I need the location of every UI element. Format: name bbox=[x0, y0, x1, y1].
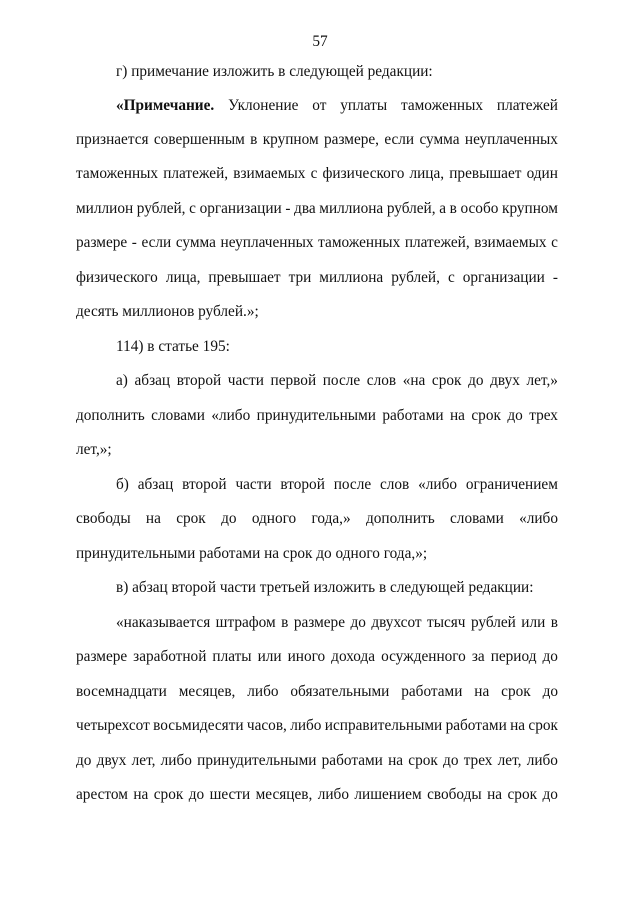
word: исправительными bbox=[324, 717, 443, 734]
text-line bbox=[76, 268, 558, 288]
word: после bbox=[322, 372, 361, 389]
word: лишением bbox=[354, 786, 422, 803]
word: на bbox=[388, 752, 404, 769]
word: на bbox=[487, 786, 503, 803]
word: - bbox=[285, 200, 291, 217]
word: таможенных bbox=[76, 165, 159, 182]
word: один bbox=[526, 165, 558, 182]
word: «наказывается bbox=[116, 614, 211, 631]
text-line: принудительными работами на срок до одного года,»; bbox=[76, 545, 428, 562]
word: дохода bbox=[331, 648, 376, 665]
word: лица, bbox=[409, 165, 445, 182]
word: превышает bbox=[208, 269, 281, 286]
word: второй bbox=[176, 372, 222, 389]
word: срок bbox=[471, 407, 501, 424]
word: обязательными bbox=[290, 683, 390, 700]
word: двухсот bbox=[371, 614, 422, 631]
word: либо bbox=[290, 717, 322, 734]
word: двух bbox=[96, 752, 127, 769]
word: или bbox=[521, 614, 546, 631]
text-line: 114) в статье 195: bbox=[116, 338, 230, 355]
word: свободы bbox=[76, 510, 131, 527]
word: абзац bbox=[134, 372, 171, 389]
text-line bbox=[76, 716, 558, 736]
word: части bbox=[227, 372, 264, 389]
word: рублей, bbox=[386, 200, 436, 217]
word: срок bbox=[528, 717, 558, 734]
word: второй bbox=[280, 476, 325, 493]
word: «либо bbox=[418, 476, 458, 493]
word: три bbox=[288, 269, 312, 286]
word: слов bbox=[366, 372, 397, 389]
word: если bbox=[141, 234, 172, 251]
word: размере bbox=[293, 614, 345, 631]
word: организации bbox=[199, 200, 282, 217]
word: словами bbox=[450, 510, 504, 527]
word: дополнить bbox=[76, 407, 145, 424]
word: одного bbox=[251, 510, 297, 527]
word: лет,» bbox=[526, 372, 558, 389]
word: до bbox=[221, 510, 237, 527]
word: с bbox=[310, 165, 318, 182]
page-number: 57 bbox=[312, 33, 328, 50]
word: до bbox=[542, 683, 558, 700]
word: если bbox=[384, 131, 415, 148]
text-line bbox=[76, 130, 558, 150]
word: в bbox=[250, 131, 258, 148]
word: после bbox=[333, 476, 372, 493]
word: срок bbox=[176, 510, 206, 527]
word: абзац bbox=[137, 476, 174, 493]
word: либо bbox=[247, 683, 279, 700]
word: работами bbox=[321, 752, 383, 769]
word: штрафом bbox=[215, 614, 276, 631]
word: а) bbox=[116, 372, 128, 389]
word: часов, bbox=[246, 717, 287, 734]
word: платежей, bbox=[163, 165, 229, 182]
word: принудительными bbox=[256, 407, 376, 424]
word: сумма bbox=[419, 131, 460, 148]
text-line: десять миллионов рублей.»; bbox=[76, 303, 259, 320]
word: до bbox=[76, 752, 92, 769]
word: миллиона bbox=[319, 200, 384, 217]
word: либо bbox=[526, 752, 558, 769]
word: работами bbox=[401, 683, 463, 700]
word: принудительными bbox=[197, 752, 317, 769]
word: таможенных bbox=[400, 97, 484, 114]
word: «на bbox=[402, 372, 426, 389]
word: срок bbox=[408, 752, 438, 769]
word: - bbox=[552, 269, 558, 286]
text-line: в) абзац второй части третьей изложить в следующей редакции: bbox=[116, 579, 534, 596]
text-line bbox=[116, 475, 558, 495]
word: срок bbox=[501, 683, 531, 700]
word: до bbox=[468, 372, 484, 389]
word: или bbox=[257, 648, 282, 665]
text-line bbox=[76, 164, 558, 184]
word: миллиона bbox=[319, 269, 384, 286]
word: срок bbox=[507, 786, 538, 803]
word: двух bbox=[490, 372, 520, 389]
word: уплаты bbox=[340, 97, 388, 114]
word: с bbox=[551, 234, 558, 251]
text-line bbox=[116, 96, 558, 116]
word: слов bbox=[379, 476, 410, 493]
text-line bbox=[76, 199, 558, 219]
word: Уклонение bbox=[228, 97, 299, 114]
word: части bbox=[235, 476, 272, 493]
word: взимаемых bbox=[233, 165, 306, 182]
word: совершенным bbox=[153, 131, 245, 148]
word: четырехсот bbox=[76, 717, 150, 734]
text-line bbox=[76, 647, 558, 667]
word: крупном bbox=[502, 200, 558, 217]
word: крупном bbox=[262, 131, 319, 148]
word: размере bbox=[76, 234, 128, 251]
word: тысяч bbox=[427, 614, 466, 631]
word: в bbox=[550, 614, 558, 631]
word: взимаемых bbox=[474, 234, 547, 251]
word: от bbox=[312, 97, 327, 114]
word: до bbox=[542, 648, 558, 665]
word: трех bbox=[529, 407, 558, 424]
word: на bbox=[145, 510, 161, 527]
word: платы bbox=[212, 648, 252, 665]
word: словами bbox=[151, 407, 205, 424]
text-line bbox=[76, 682, 558, 702]
word: а bbox=[439, 200, 446, 217]
word: второй bbox=[182, 476, 227, 493]
word: на bbox=[510, 717, 526, 734]
word: месяцев, bbox=[255, 786, 313, 803]
word: два bbox=[294, 200, 316, 217]
word: неуплаченных bbox=[464, 131, 558, 148]
word: - bbox=[131, 234, 137, 251]
word: таможенных bbox=[318, 234, 401, 251]
word: трех bbox=[463, 752, 493, 769]
word: либо bbox=[160, 752, 192, 769]
text-line bbox=[116, 613, 558, 633]
word: шести bbox=[209, 786, 251, 803]
word: рублей bbox=[470, 614, 516, 631]
word: за bbox=[471, 648, 485, 665]
word: до bbox=[188, 786, 205, 803]
text-line bbox=[76, 785, 558, 805]
word: месяцев, bbox=[178, 683, 236, 700]
word: свободы bbox=[427, 786, 482, 803]
word: на bbox=[133, 786, 149, 803]
text-line: лет,»; bbox=[76, 441, 112, 458]
word: физического bbox=[322, 165, 405, 182]
word: платежей, bbox=[404, 234, 470, 251]
word: на bbox=[449, 407, 465, 424]
word: рублей, bbox=[391, 269, 440, 286]
word: срок bbox=[431, 372, 462, 389]
word: либо bbox=[317, 786, 349, 803]
word: миллион bbox=[76, 200, 134, 217]
word: особо bbox=[460, 200, 499, 217]
word: работами bbox=[382, 407, 444, 424]
word: превышает bbox=[449, 165, 522, 182]
word: в bbox=[281, 614, 289, 631]
word: «либо bbox=[211, 407, 251, 424]
text-line bbox=[76, 233, 558, 253]
word: восьмидесяти bbox=[153, 717, 244, 734]
word: осужденного bbox=[381, 648, 466, 665]
word: заработной bbox=[133, 648, 207, 665]
word: до bbox=[507, 407, 523, 424]
word: иного bbox=[287, 648, 326, 665]
word: организации bbox=[462, 269, 545, 286]
word: период bbox=[490, 648, 537, 665]
text-line: г) примечание изложить в следующей редакции: bbox=[116, 63, 433, 80]
text-line bbox=[76, 406, 558, 426]
word: с bbox=[189, 200, 196, 217]
word: б) bbox=[116, 476, 129, 493]
text-line bbox=[116, 371, 558, 391]
word: лет, bbox=[497, 752, 522, 769]
word: в bbox=[449, 200, 457, 217]
word: лица, bbox=[165, 269, 201, 286]
word: на bbox=[474, 683, 490, 700]
word: восемнадцати bbox=[76, 683, 167, 700]
word: физического bbox=[76, 269, 158, 286]
word: с bbox=[447, 269, 455, 286]
word: сумма bbox=[175, 234, 216, 251]
word: дополнить bbox=[365, 510, 435, 527]
word: арестом bbox=[76, 786, 128, 803]
text-line bbox=[76, 751, 558, 771]
word: платежей bbox=[496, 97, 558, 114]
word: ограничением bbox=[465, 476, 558, 493]
word: размере, bbox=[324, 131, 379, 148]
word: «либо bbox=[519, 510, 558, 527]
text-line bbox=[76, 509, 558, 529]
word: лет, bbox=[131, 752, 156, 769]
word: до bbox=[350, 614, 366, 631]
word: первой bbox=[270, 372, 317, 389]
word: признается bbox=[76, 131, 149, 148]
word: до bbox=[443, 752, 459, 769]
word: года,» bbox=[311, 510, 351, 527]
word: работами bbox=[445, 717, 507, 734]
word: срок bbox=[153, 786, 184, 803]
word: до bbox=[542, 786, 558, 803]
word: неуплаченных bbox=[220, 234, 314, 251]
word: размере bbox=[76, 648, 128, 665]
word: рублей, bbox=[136, 200, 186, 217]
note-heading: «Примечание. bbox=[116, 97, 215, 114]
